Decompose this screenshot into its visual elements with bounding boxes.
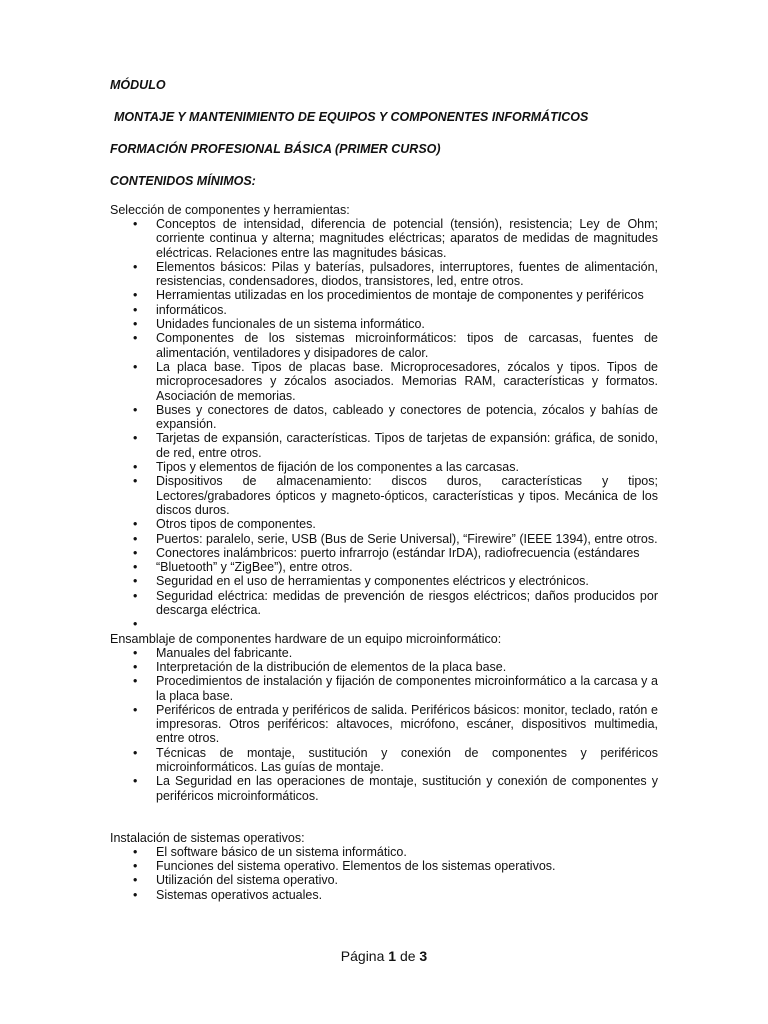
contents-title: CONTENIDOS MÍNIMOS: xyxy=(110,174,256,188)
list-item xyxy=(110,574,658,588)
list-item-text: Componentes de los sistemas microinformáticos: tipos de carcasas, fuentes de alimentación, ventiladores y disipadores de calor. xyxy=(156,331,658,360)
module-label: MÓDULO xyxy=(110,78,166,92)
page-current: 1 xyxy=(388,948,397,964)
list-item-text: Otros tipos de componentes. xyxy=(156,517,316,532)
list-item xyxy=(110,288,658,302)
page-footer xyxy=(0,948,768,964)
list-item-text: Dispositivos de almacenamiento: discos duros, características y tipos; Lectores/grabadores ópticos y magneto-ópticos, características y tipos. Mecánica de los discos duros. xyxy=(156,474,658,517)
list-item-text: Manuales del fabricante. xyxy=(156,645,293,660)
list-item xyxy=(110,546,658,560)
section-title: Selección de componentes y herramientas: xyxy=(110,203,350,217)
contents-sections xyxy=(110,203,658,902)
list-item xyxy=(110,873,658,887)
list-item-text: “Bluetooth” y “ZigBee”), entre otros. xyxy=(156,560,353,575)
list-item xyxy=(110,317,658,331)
list-item xyxy=(110,674,658,703)
list-item-text: El software básico de un sistema informático. xyxy=(156,844,407,859)
list-item-text: Técnicas de montaje, sustitución y conexión de componentes y periféricos microinformáticos. Las guías de montaje. xyxy=(156,745,658,774)
list-item xyxy=(110,845,658,859)
list-item xyxy=(110,217,658,260)
page-word: Página xyxy=(340,948,385,964)
section-title: Ensamblaje de componentes hardware de un equipo microinformático: xyxy=(110,631,502,646)
list-item-text: Tarjetas de expansión, características. Tipos de tarjetas de expansión: gráfica, de sonido, de red, entre otros. xyxy=(156,431,658,460)
list-item-text: Buses y conectores de datos, cableado y conectores de potencia, zócalos y bahías de expansión. xyxy=(156,402,658,432)
list-item xyxy=(110,331,658,360)
list-item xyxy=(110,859,658,873)
list-item-text: Sistemas operativos actuales. xyxy=(156,887,323,902)
list-item-text: La Seguridad en las operaciones de montaje, sustitución y conexión de componentes y periféricos microinformáticos. xyxy=(156,774,658,803)
list-item xyxy=(110,474,658,517)
list-item-text: La placa base. Tipos de placas base. Microprocesadores, zócalos y tipos. Tipos de microprocesadores y zócalos asociados. Memorias RAM, características y formatos. Asociación de memorias. xyxy=(156,359,658,403)
list-item-text: Conceptos de intensidad, diferencia de potencial (tensión), resistencia; Ley de Ohm; corriente continua y alterna; magnitudes eléctricas; aparatos de medidas de magnitudes eléctricas. Relaciones entre las magnitudes básicas. xyxy=(156,217,658,260)
section-list xyxy=(110,845,658,902)
list-item xyxy=(110,517,658,531)
page-total: 3 xyxy=(419,948,428,964)
list-item xyxy=(110,460,658,474)
list-item xyxy=(110,617,658,631)
list-item xyxy=(110,303,658,317)
list-item-text: Funciones del sistema operativo. Elementos de los sistemas operativos. xyxy=(156,859,556,874)
list-item-text: Tipos y elementos de fijación de los componentes a las carcasas. xyxy=(156,460,519,475)
list-item xyxy=(110,260,658,289)
section-title: Instalación de sistemas operativos: xyxy=(110,830,305,845)
list-item-text: Seguridad eléctrica: medidas de prevención de riesgos eléctricos; daños producidos por descarga eléctrica. xyxy=(156,588,658,618)
list-item xyxy=(110,360,658,403)
list-item xyxy=(110,703,658,746)
list-item-text: Puertos: paralelo, serie, USB (Bus de Serie Universal), “Firewire” (IEEE 1394), entre otros. xyxy=(156,531,658,546)
list-item xyxy=(110,589,658,618)
section-gap xyxy=(110,803,658,831)
list-item-text: Seguridad en el uso de herramientas y componentes eléctricos y electrónicos. xyxy=(156,574,589,589)
of-word: de xyxy=(399,948,416,964)
list-item-text: Periféricos de entrada y periféricos de salida. Periféricos básicos: monitor, teclado, ratón e impresoras. Otros periféricos: altavoces, micrófono, escáner, dispositivos multimedia, entre otros. xyxy=(156,702,658,746)
list-item-text: Procedimientos de instalación y fijación de componentes microinformático a la carcasa y a la placa base. xyxy=(156,674,658,703)
list-item-text: Utilización del sistema operativo. xyxy=(156,873,339,888)
list-item xyxy=(110,660,658,674)
list-item-text: Herramientas utilizadas en los procedimientos de montaje de componentes y periféricos xyxy=(156,288,644,303)
list-item-text: Conectores inalámbricos: puerto infrarrojo (estándar IrDA), radiofrecuencia (estándares xyxy=(156,545,640,560)
list-item xyxy=(110,888,658,902)
list-item-text: Elementos básicos: Pilas y baterías, pulsadores, interruptores, fuentes de alimentación, resistencias, condensadores, diodos, transistores, led, entre otros. xyxy=(156,259,658,289)
list-item-text: Interpretación de la distribución de elementos de la placa base. xyxy=(156,659,507,674)
list-item xyxy=(110,431,658,460)
program-title: FORMACIÓN PROFESIONAL BÁSICA (PRIMER CURSO) xyxy=(110,142,441,156)
list-item xyxy=(110,560,658,574)
list-item xyxy=(110,532,658,546)
list-item-text: Unidades funcionales de un sistema informático. xyxy=(156,317,425,332)
list-item xyxy=(110,646,658,660)
document-page xyxy=(110,78,658,902)
list-item xyxy=(110,746,658,775)
section-list xyxy=(110,646,658,803)
section-list xyxy=(110,217,658,632)
list-item xyxy=(110,774,658,803)
module-title: MONTAJE Y MANTENIMIENTO DE EQUIPOS Y COMPONENTES INFORMÁTICOS xyxy=(114,110,589,124)
list-item-text: informáticos. xyxy=(156,302,227,317)
list-item xyxy=(110,403,658,432)
